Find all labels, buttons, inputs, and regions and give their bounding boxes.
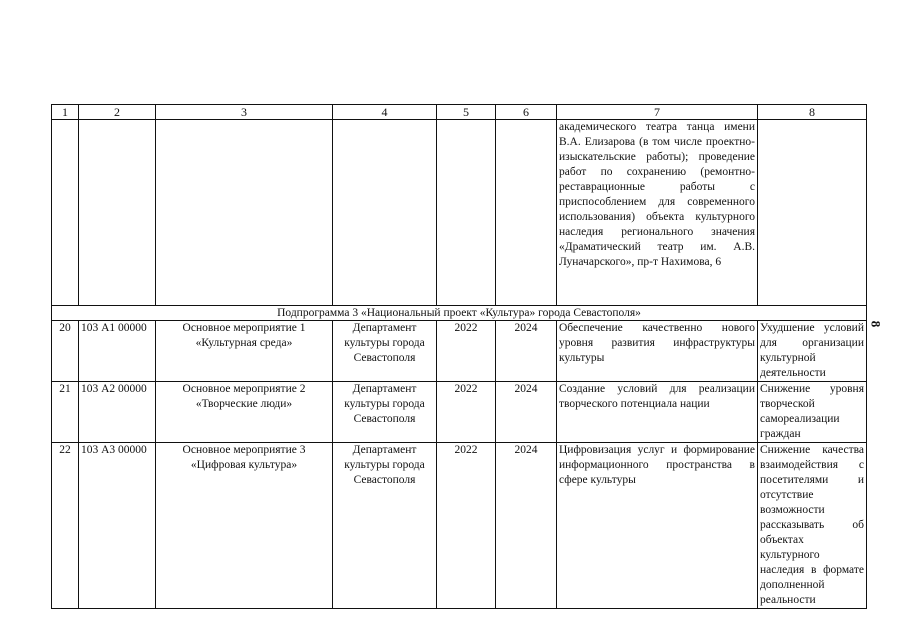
row-end-year: 2024 xyxy=(496,443,557,609)
header-col-8: 8 xyxy=(758,105,867,120)
table-row xyxy=(52,382,867,443)
row-number: 21 xyxy=(52,382,79,443)
row-number: 22 xyxy=(52,443,79,609)
table-row xyxy=(52,321,867,382)
continued-row xyxy=(52,120,867,306)
row-number: 20 xyxy=(52,321,79,382)
row-executor: Департамент культуры города Севастополя xyxy=(333,443,437,609)
row-event: Основное мероприятие 1 «Культурная среда» xyxy=(156,321,333,382)
row-executor: Департамент культуры города Севастополя xyxy=(333,382,437,443)
row-event: Основное мероприятие 2 «Творческие люди» xyxy=(156,382,333,443)
row-result: Цифровизация услуг и формирование информационного пространства в сфере культуры xyxy=(557,443,758,609)
row-end-year: 2024 xyxy=(496,382,557,443)
page-number: 8 xyxy=(868,320,884,328)
row-result: Обеспечение качественно нового уровня развития инфраструктуры культуры xyxy=(557,321,758,382)
row-result: Создание условий для реализации творческого потенциала нации xyxy=(557,382,758,443)
row-end-year: 2024 xyxy=(496,321,557,382)
header-col-5: 5 xyxy=(437,105,496,120)
row-start-year: 2022 xyxy=(437,443,496,609)
row-consequences: Ухудшение условий для организации культурной деятельности xyxy=(758,321,867,382)
header-col-7: 7 xyxy=(557,105,758,120)
row-start-year: 2022 xyxy=(437,382,496,443)
row-code: 103 А2 00000 xyxy=(79,382,156,443)
row-consequences: Снижение качества взаимодействия с посетителями и отсутствие возможности рассказывать об объектах культурного наследия в формате дополненной реальности xyxy=(758,443,867,609)
row-event: Основное мероприятие 3 «Цифровая культура» xyxy=(156,443,333,609)
continued-result-cell: академического театра танца имени В.А. Елизарова (в том числе проектно-изыскательские работы); проведение работ по сохранению (ремонтно-реставрационные работы с приспособлением для современного использования) объекта культурного наследия регионального значения «Драматический театр им. А.В. Луначарского», пр-т Нахимова, 6 xyxy=(557,120,758,306)
header-col-2: 2 xyxy=(79,105,156,120)
header-col-6: 6 xyxy=(496,105,557,120)
section-row xyxy=(52,306,867,321)
row-executor: Департамент культуры города Севастополя xyxy=(333,321,437,382)
section-title: Подпрограмма 3 «Национальный проект «Культура» города Севастополя» xyxy=(52,306,867,321)
row-start-year: 2022 xyxy=(437,321,496,382)
row-consequences: Снижение уровня творческой самореализации граждан xyxy=(758,382,867,443)
row-code: 103 А3 00000 xyxy=(79,443,156,609)
header-col-3: 3 xyxy=(156,105,333,120)
program-table xyxy=(51,104,867,609)
row-code: 103 А1 00000 xyxy=(79,321,156,382)
header-col-1: 1 xyxy=(52,105,79,120)
table-row xyxy=(52,443,867,609)
header-col-4: 4 xyxy=(333,105,437,120)
footer-rule xyxy=(413,608,490,609)
header-row xyxy=(52,105,867,120)
